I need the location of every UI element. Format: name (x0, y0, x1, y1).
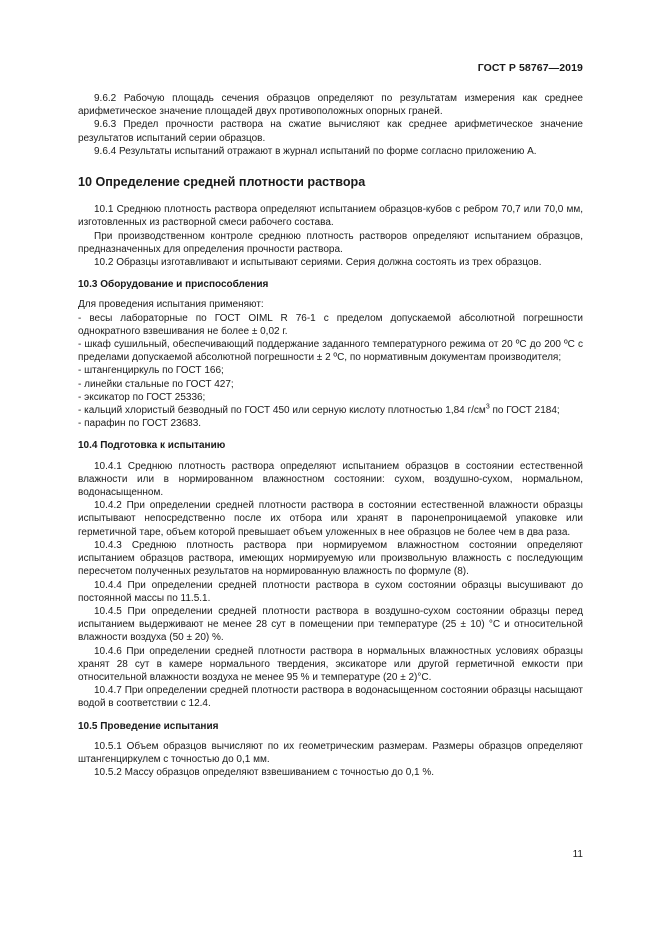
paragraph-10-4-4: 10.4.4 При определении средней плотности раствора в сухом состоянии образцы высушивают до постоянной массы по 11.5.1. (78, 579, 583, 604)
superscript: 3 (485, 403, 490, 411)
subsection-heading-10-4: 10.4 Подготовка к испытанию (78, 440, 226, 452)
subsection-heading-10-5: 10.5 Проведение испытания (78, 720, 219, 732)
equipment-item: - линейки стальные по ГОСТ 427; (78, 378, 234, 390)
paragraph-10-4-6: 10.4.6 При определении средней плотности раствора в нормальных влажностных условиях образцы хранят 28 сут в камере нормального твердения, эксикаторе или другой герметичной емкости при относительной влажности воздуха не менее 95 % и температуре (20 ± 2)°С. (78, 645, 583, 683)
equipment-item-text: - кальций хлористый безводный по ГОСТ 450 или серную кислоту плотностью 1,84 г/см (78, 405, 486, 417)
equipment-item: - весы лабораторные по ГОСТ OIML R 76-1 с пределом допускаемой абсолютной погрешности однократного взвешивания не более ± 0,02 г. (78, 312, 583, 337)
paragraph-10-2: 10.2 Образцы изготавливают и испытывают сериями. Серия должна состоять из трех образцов. (94, 257, 542, 269)
paragraph-10-5-2: 10.5.2 Массу образцов определяют взвешиванием с точностью до 0,1 %. (94, 767, 435, 779)
equipment-item (78, 404, 583, 417)
paragraph-10-4-3: 10.4.3 Среднюю плотность раствора при нормируемом влажностном состоянии определяют испытанием образцов раствора, имеющих нормируемую или произвольную влажность с последующим пересчетом полученных результатов на нормированную влажность по формуле (8). (78, 539, 583, 578)
equipment-item: - эксикатор по ГОСТ 25336; (78, 391, 206, 403)
paragraph-9-6-2: 9.6.2 Рабочую площадь сечения образцов определяют по результатам измерения как среднее арифметическое значение площадей двух противоположных опорных граней. (78, 93, 583, 118)
paragraph-10-4-7: 10.4.7 При определении средней плотности раствора в водонасыщенном состоянии образцы насыщают водой в соответствии с 12.4. (78, 685, 583, 710)
paragraph-10-4-5: 10.4.5 При определении средней плотности раствора в воздушно-сухом состоянии образцы перед испытанием выдерживают не менее 28 сут в помещении при температуре (25 ± 10) °С и относительной влажности воздуха (50 ± 20) %. (78, 605, 583, 644)
document-body (78, 92, 583, 779)
paragraph-10-1-b: При производственном контроле среднюю плотность растворов определяют испытанием образцов, предназначенных для определения прочности раствора. (78, 230, 583, 255)
equipment-item: - штангенциркуль по ГОСТ 166; (78, 365, 224, 377)
equipment-item-tail: по ГОСТ 2184; (489, 405, 560, 417)
subsection-heading-10-3: 10.3 Оборудование и приспособления (78, 279, 269, 291)
paragraph-9-6-4: 9.6.4 Результаты испытаний отражают в журнал испытаний по форме согласно приложению А. (94, 145, 537, 157)
page-header: ГОСТ Р 58767—2019 (477, 62, 583, 74)
equipment-item: - парафин по ГОСТ 23683. (78, 418, 202, 430)
paragraph-10-4-1: 10.4.1 Среднюю плотность раствора определяют испытанием образцов в состоянии естественной влажности или в нормированном влажностном состоянии: сухом, воздушно-сухом, нормальном, водонасыщенном. (78, 460, 583, 499)
equipment-item: - шкаф сушильный, обеспечивающий поддержание заданного температурного режима от 20 ºС до 200 ºС с пределами допускаемой абсолютной погрешности ± 2 ºС, по нормативным документам производителя; (78, 339, 583, 364)
paragraph-10-4-2: 10.4.2 При определении средней плотности раствора в состоянии естественной влажности образцы испытывают непосредственно после их отбора или хранят в паронепроницаемой упаковке или герметичной таре, объем которой превышает объем уложенных в нее образцов не более чем в два раза. (78, 500, 583, 538)
paragraph-10-3-intro: Для проведения испытания применяют: (78, 299, 264, 311)
section-heading-10: 10 Определение средней плотности раствора (78, 175, 366, 190)
paragraph-9-6-3: 9.6.3 Предел прочности раствора на сжатие вычисляют как среднее арифметическое значение результатов испытаний серии образцов. (78, 119, 583, 144)
paragraph-10-5-1: 10.5.1 Объем образцов вычисляют по их геометрическим размерам. Размеры образцов определяют штангенциркулем с точностью до 0,1 мм. (78, 740, 583, 765)
page-number: 11 (572, 849, 583, 860)
paragraph-10-1: 10.1 Среднюю плотность раствора определяют испытанием образцов-кубов с ребром 70,7 или 70,0 мм, изготовленных из растворной смеси рабочего состава. (78, 204, 583, 229)
